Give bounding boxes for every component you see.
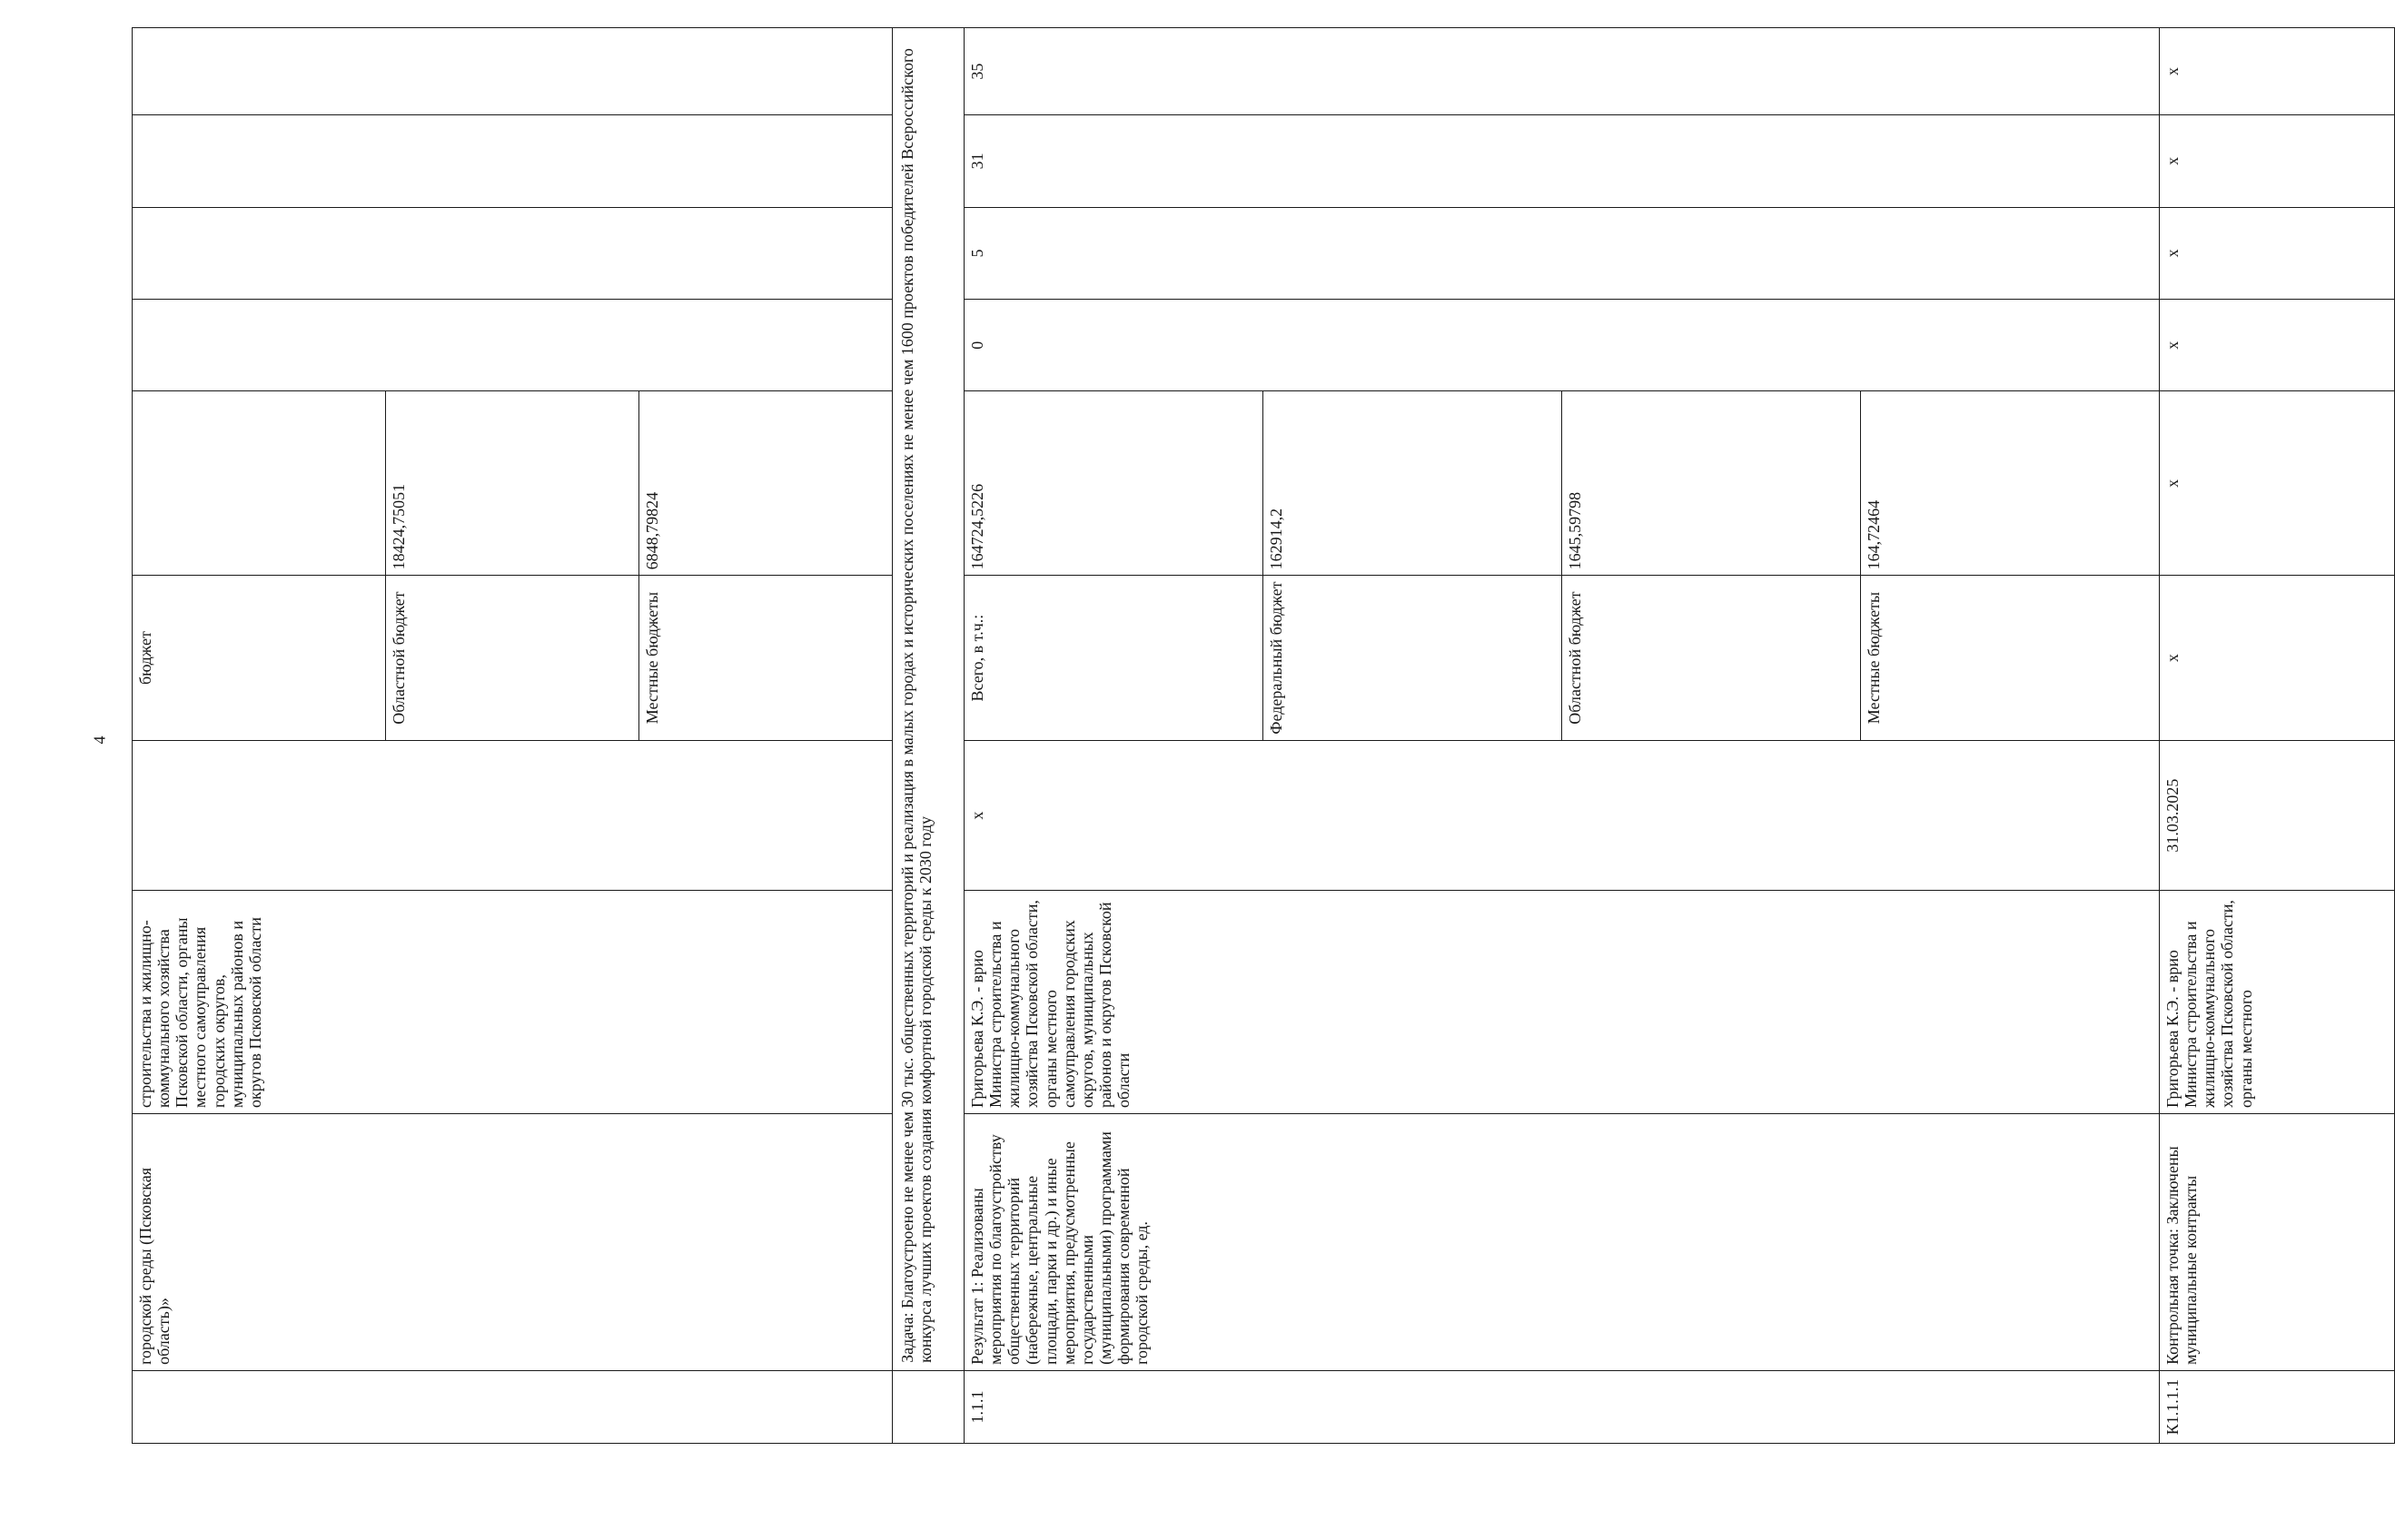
cell-task-num <box>893 1370 965 1443</box>
table-row-continuation <box>133 28 893 1444</box>
cell-responsible: строительства и жилищно-коммунального хозяйства Псковской области, органы местного самоуправления городских округов, муниципальных районов и округов Псковской области <box>133 891 893 1114</box>
cell-year-3: 31 <box>965 115 2160 207</box>
task-text: Задача: Благоустроено не менее чем 30 тыс. общественных территорий и реализация в малых городах и исторических поселениях не менее чем 1600 проектов победителей Всероссийского конкурса лучших проектов создания комфортной городской среды к 2030 году <box>893 28 965 1371</box>
cell-year-2 <box>133 207 893 299</box>
cell-year-4: x <box>2160 28 2395 115</box>
source-label: Местные бюджеты <box>639 576 893 740</box>
source-value: 6848,79824 <box>639 391 893 575</box>
source-value: 164724,5226 <box>965 391 1263 575</box>
source-head-value <box>133 391 386 575</box>
cell-name: Контрольная точка: Заключены муниципальные контракты <box>2160 1113 2395 1370</box>
source-value: 18424,75051 <box>386 391 639 575</box>
source-value: 164,72464 <box>1861 391 2160 575</box>
source-label: Местные бюджеты <box>1861 576 2160 740</box>
cell-num: К1.1.1.1 <box>2160 1370 2395 1443</box>
page-number: 4 <box>90 735 109 745</box>
cell-name: Результат 1: Реализованы мероприятия по благоустройству общественных территорий (набережные, центральные площади, парки и др.) и иные мероприятия, предусмотренные государственными (муниципальными) программами формирования современной городской среды, ед. <box>965 1113 2160 1370</box>
table-row-task <box>893 28 965 1444</box>
source-label: Областной бюджет <box>1562 576 1861 740</box>
source-head: бюджет <box>133 576 386 740</box>
finance-subtable <box>133 391 892 739</box>
source-label: Областной бюджет <box>386 576 639 740</box>
cell-finance <box>965 391 2160 740</box>
cell-date: x <box>965 740 2160 891</box>
cell-num <box>133 1370 893 1443</box>
source-label: Федеральный бюджет <box>1263 576 1562 740</box>
cell-year-1: 0 <box>965 300 2160 391</box>
cell-date <box>133 740 893 891</box>
cell-year-3 <box>133 115 893 207</box>
cell-year-4: 35 <box>965 28 2160 115</box>
cell-year-4 <box>133 28 893 115</box>
cell-year-1 <box>133 300 893 391</box>
cell-year-2: 5 <box>965 207 2160 299</box>
table-row-result <box>965 28 2160 1444</box>
cell-amount: x <box>2160 391 2395 576</box>
cell-responsible: Григорьева К.Э. - врио Министра строительства и жилищно-коммунального хозяйства Псковской области, органы местного самоуправления городских округов, муниципальных районов и округов Псковской области <box>965 891 2160 1114</box>
source-label: Всего, в т.ч.: <box>965 576 1263 740</box>
table-row-control-point <box>2160 28 2395 1444</box>
cell-responsible: Григорьева К.Э. - врио Министра строительства и жилищно-коммунального хозяйства Псковской области, органы местного <box>2160 891 2395 1114</box>
cell-finance <box>133 391 893 740</box>
cell-year-2: x <box>2160 207 2395 299</box>
finance-subtable <box>965 391 2159 739</box>
source-value: 1645,59798 <box>1562 391 1861 575</box>
cell-name: городской среды (Псковская область)» <box>133 1113 893 1370</box>
plan-table <box>132 27 2395 1444</box>
cell-num: 1.1.1 <box>965 1370 2160 1443</box>
cell-year-3: x <box>2160 115 2395 207</box>
source-value: 162914,2 <box>1263 391 1562 575</box>
cell-source: x <box>2160 576 2395 741</box>
cell-date: 31.03.2025 <box>2160 740 2395 891</box>
rotated-sheet <box>132 27 2255 1444</box>
cell-year-1: x <box>2160 300 2395 391</box>
